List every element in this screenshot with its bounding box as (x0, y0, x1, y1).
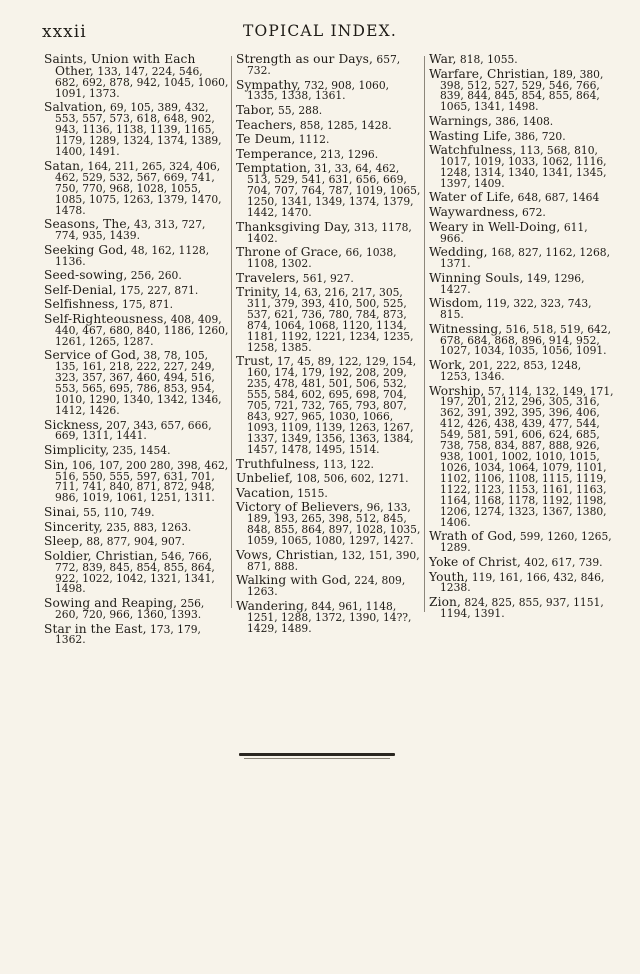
index-term: Weary in Well-Doing, (429, 219, 561, 234)
index-entry (236, 146, 421, 161)
index-entry (44, 282, 229, 297)
index-references: 119, 161, 166, 432, 846, 1238. (440, 570, 605, 595)
index-references: 256, 260, 720, 966, 1360, 1393. (55, 597, 205, 621)
index-term: Sleep, (44, 534, 83, 549)
index-term: Zion, (429, 595, 461, 610)
index-references: 133, 147, 224, 546, 682, 692, 878, 942, 1045, 1060, 1091, 1373. (55, 64, 229, 100)
index-entry (44, 299, 229, 311)
index-references: 175, 871. (122, 298, 174, 312)
index-term: Wrath of God, (429, 529, 517, 544)
index-entry (236, 356, 421, 456)
index-term: Trust, (236, 354, 274, 369)
index-references: 14, 63, 216, 217, 305, 311, 379, 393, 410, 500, 525, 537, 621, 736, 780, 784, 873, 874, 1064, 1068, 1120, 1134, 1181, 1192, 1221, 1234, 1235, 1258, 1385. (247, 286, 414, 354)
index-term: Vows, Christian, (236, 547, 338, 562)
end-rule (239, 753, 395, 756)
index-term: Salvation, (44, 100, 107, 115)
index-term: Thanksgiving Day, (236, 219, 351, 234)
index-entry (429, 597, 614, 620)
index-references: 57, 114, 132, 149, 171, 197, 201, 212, 296, 305, 316, 362, 391, 392, 395, 396, 406, 412, 426, 438, 439, 477, 544, 549, 581, 591, 606, 624, 685, 738, 758, 834, 887, 888, 926, 938, 1001, 1002, 1010, 1015, 1026, 1034, 1064, 1079, 1101, 1102, 1106, 1108, 1115, 1119, 1122, 1123, 1153, 1161, 1163, 1164, 1168, 1178, 1192, 1198, 1206, 1274, 1323, 1367, 1380, 1406. (440, 384, 614, 529)
index-term: Sowing and Reaping, (44, 596, 178, 611)
index-entry (236, 54, 421, 77)
index-entry (44, 519, 229, 534)
page-number: xxxii (42, 22, 87, 42)
column-divider (424, 56, 425, 612)
index-term: Witnessing, (429, 321, 503, 336)
index-references: 611, 966. (440, 220, 588, 245)
index-references: 213, 1296. (320, 147, 379, 161)
index-entry (44, 457, 229, 505)
index-term: Sympathy, (236, 77, 301, 92)
index-column-2 (236, 54, 421, 637)
index-entry (236, 219, 421, 245)
index-term: Seeking God, (44, 242, 128, 257)
index-references: 164, 211, 265, 324, 406, 462, 529, 532, 567, 669, 741, 750, 770, 968, 1028, 1055, 1085, 1075, 1263, 1379, 1470, 1478. (55, 159, 222, 217)
index-entry (44, 54, 229, 100)
index-column-1 (44, 54, 229, 649)
index-term: Self-Righteousness, (44, 311, 168, 326)
index-entry (429, 531, 614, 554)
index-references: 55, 288. (277, 104, 323, 117)
index-entry (44, 242, 229, 268)
index-term: Strength as our Days, (236, 52, 373, 66)
index-term: Satan, (44, 158, 85, 173)
index-term: Victory of Believers, (236, 500, 364, 515)
index-references: 106, 107, 200 280, 398, 462, 516, 550, 555, 597, 631, 701, 711, 741, 840, 871, 872, 948, 986, 1019, 1061, 1251, 1311. (55, 458, 229, 505)
index-entry (44, 548, 229, 596)
index-term: War, (429, 52, 457, 66)
page-header (42, 22, 598, 46)
index-references: 256, 260. (130, 269, 182, 283)
index-references: 657, 732. (247, 53, 401, 77)
index-entry (236, 575, 421, 598)
index-references: 189, 380, 398, 512, 527, 529, 546, 766, 839, 844, 845, 854, 855, 864, 1065, 1341, 1498. (440, 67, 604, 114)
index-term: Sickness, (44, 417, 103, 432)
index-references: 546, 766, 772, 839, 845, 854, 855, 864, 922, 1022, 1042, 1321, 1341, 1498. (55, 549, 215, 596)
index-references: 173, 179, 1362. (55, 622, 201, 647)
index-references: 119, 322, 323, 743, 815. (440, 297, 592, 321)
index-references: 66, 1038, 1108, 1302. (247, 246, 397, 270)
index-term: Travelers, (236, 270, 300, 285)
index-references: 648, 687, 1464 (517, 191, 600, 205)
index-entry (429, 270, 614, 296)
index-entry (236, 598, 421, 635)
index-entry (236, 77, 421, 103)
index-term: Tabor, (236, 103, 275, 117)
index-term: Teachers, (236, 117, 297, 132)
index-references: 732, 908, 1060, 1335, 1338, 1361. (247, 78, 390, 103)
index-entry (429, 321, 614, 358)
column-divider (231, 56, 232, 608)
index-references: 175, 227, 871. (120, 283, 199, 297)
index-entry (236, 473, 421, 485)
index-entry (236, 117, 421, 132)
index-references: 386, 720. (514, 129, 566, 143)
index-term: Waywardness, (429, 205, 519, 219)
index-term: Throne of Grace, (236, 245, 343, 260)
index-references: 69, 105, 389, 432, 553, 557, 573, 618, 648, 902, 943, 1136, 1138, 1139, 1165, 1179, 1289, 1324, 1374, 1389, 1400, 1491. (55, 101, 222, 159)
index-entry (429, 554, 614, 569)
index-term: Truthfulness, (236, 456, 320, 471)
index-references: 858, 1285, 1428. (299, 118, 392, 132)
index-entry (236, 287, 421, 354)
index-entry (236, 270, 421, 285)
index-entry (44, 158, 229, 217)
index-term: Te Deum, (236, 132, 296, 147)
end-rule-thin (244, 758, 390, 759)
index-references: 235, 1454. (112, 444, 171, 458)
index-entry (429, 360, 614, 383)
index-entry (44, 350, 229, 417)
index-entry (44, 270, 229, 282)
index-term: Yoke of Christ, (429, 554, 521, 569)
index-references: 313, 1178, 1402. (247, 220, 412, 245)
index-term: Sin, (44, 457, 69, 472)
index-references: 96, 133, 189, 193, 265, 398, 512, 845, 848, 855, 864, 897, 1028, 1035, 1059, 1065, 1080, 1297, 1427. (247, 501, 421, 548)
index-references: 55, 110, 749. (83, 505, 155, 519)
index-term: Warfare, Christian, (429, 66, 549, 81)
index-entry (429, 569, 614, 595)
index-references: 43, 313, 727, 774, 935, 1439. (55, 218, 206, 243)
index-entry (429, 145, 614, 190)
index-references: 149, 1296, 1427. (440, 271, 585, 296)
index-references: 88, 877, 904, 907. (86, 535, 185, 549)
index-entry (429, 298, 614, 321)
index-references: 824, 825, 855, 937, 1151, 1194, 1391. (440, 596, 604, 620)
index-term: Vacation, (236, 485, 294, 500)
index-term: Youth, (429, 569, 469, 584)
index-references: 113, 122. (322, 457, 374, 471)
index-term: Simplicity, (44, 443, 110, 458)
index-entry (236, 485, 421, 500)
index-entry (429, 113, 614, 128)
index-references: 561, 927. (302, 271, 354, 285)
index-term: Sinai, (44, 504, 80, 519)
index-entry (44, 219, 229, 242)
index-term: Selfishness, (44, 297, 119, 312)
index-term: Star in the East, (44, 621, 147, 636)
index-term: Walking with God, (236, 573, 351, 588)
index-column-3 (429, 54, 614, 623)
index-entry (429, 54, 614, 66)
index-references: 235, 883, 1263. (106, 520, 192, 534)
index-entry (44, 445, 229, 457)
index-term: Wandering, (236, 598, 308, 613)
index-references: 201, 222, 853, 1248, 1253, 1346. (440, 359, 582, 383)
index-term: Service of God, (44, 348, 141, 363)
index-term: Water of Life, (429, 190, 515, 205)
index-entry (429, 192, 614, 204)
index-entry (236, 456, 421, 471)
index-entry (44, 417, 229, 443)
index-term: Self-Denial, (44, 282, 117, 297)
index-entry (236, 247, 421, 270)
index-term: Winning Souls, (429, 270, 524, 285)
index-entry (44, 598, 229, 621)
index-references: 31, 33, 64, 462, 513, 529, 541, 631, 656, 669, 704, 707, 764, 787, 1019, 1065, 1250, 1341, 1349, 1374, 1379, 1442, 1470. (247, 162, 421, 219)
page-title: TOPICAL INDEX. (242, 22, 398, 40)
index-entry (44, 621, 229, 647)
index-term: Wisdom, (429, 296, 483, 311)
index-term: Saints, Union with Each Other, (44, 52, 196, 78)
index-term: Wasting Life, (429, 128, 512, 143)
index-references: 599, 1260, 1265, 1289. (440, 530, 612, 555)
index-references: 132, 151, 390, 871, 888. (247, 548, 420, 573)
index-references: 402, 617, 739. (524, 555, 603, 569)
index-term: Temperance, (236, 146, 317, 161)
index-entry (236, 163, 421, 219)
index-entry (429, 207, 614, 219)
index-entry (429, 128, 614, 143)
index-entry (44, 102, 229, 158)
index-references: 672. (522, 206, 546, 219)
index-references: 1112. (298, 133, 330, 147)
index-term: Warnings, (429, 113, 492, 128)
index-references: 386, 1408. (495, 114, 554, 128)
index-entry (44, 536, 229, 548)
index-references: 113, 568, 810, 1017, 1019, 1033, 1062, 1116, 1248, 1314, 1340, 1341, 1345, 1397, 1409. (440, 144, 607, 190)
index-term: Watchfulness, (429, 143, 517, 158)
index-entry (429, 219, 614, 245)
index-entry (429, 383, 614, 529)
index-references: 108, 506, 602, 1271. (296, 472, 409, 486)
index-references: 224, 809, 1263. (247, 574, 406, 599)
index-entry (429, 66, 614, 114)
index-references: 48, 162, 1128, 1136. (55, 243, 210, 268)
index-references: 168, 827, 1162, 1268, 1371. (440, 246, 610, 270)
index-term: Wedding, (429, 245, 488, 260)
index-entry (236, 502, 421, 547)
index-term: Worship, (429, 383, 485, 398)
index-entry (429, 247, 614, 270)
index-term: Unbelief, (236, 471, 293, 486)
index-entry (236, 105, 421, 117)
index-term: Soldier, Christian, (44, 548, 158, 563)
index-references: 516, 518, 519, 642, 678, 684, 868, 896, 914, 952, 1027, 1034, 1035, 1056, 1091. (440, 322, 611, 358)
index-references: 408, 409, 440, 467, 680, 840, 1186, 1260, 1261, 1265, 1287. (55, 312, 229, 348)
index-entry (236, 547, 421, 573)
index-entry (236, 134, 421, 146)
index-references: 818, 1055. (459, 53, 518, 66)
index-term: Temptation, (236, 161, 311, 176)
index-references: 38, 78, 105, 135, 161, 218, 222, 227, 249, 323, 357, 367, 460, 494, 516, 553, 565, 695, 786, 853, 954, 1010, 1290, 1340, 1342, 1346, 1412, 1426. (55, 349, 222, 417)
index-entry (44, 504, 229, 519)
index-references: 207, 343, 657, 666, 669, 1311, 1441. (55, 418, 212, 443)
index-references: 1515. (297, 486, 328, 500)
index-references: 17, 45, 89, 122, 129, 154, 160, 174, 179, 192, 208, 209, 235, 478, 481, 501, 506, 532, 555, 584, 602, 695, 698, 704, 705, 721, 732, 765, 793, 807, 843, 927, 965, 1030, 1066, 1093, 1109, 1139, 1263, 1267, 1337, 1349, 1356, 1363, 1384, 1457, 1478, 1495, 1514. (247, 355, 417, 457)
index-term: Seasons, The, (44, 217, 131, 232)
index-term: Trinity, (236, 285, 281, 300)
index-term: Seed-sowing, (44, 268, 128, 283)
index-references: 844, 961, 1148, 1251, 1288, 1372, 1390, 14??, 1429, 1489. (247, 599, 412, 635)
index-term: Sincerity, (44, 519, 103, 534)
index-term: Work, (429, 358, 466, 372)
index-entry (44, 311, 229, 348)
